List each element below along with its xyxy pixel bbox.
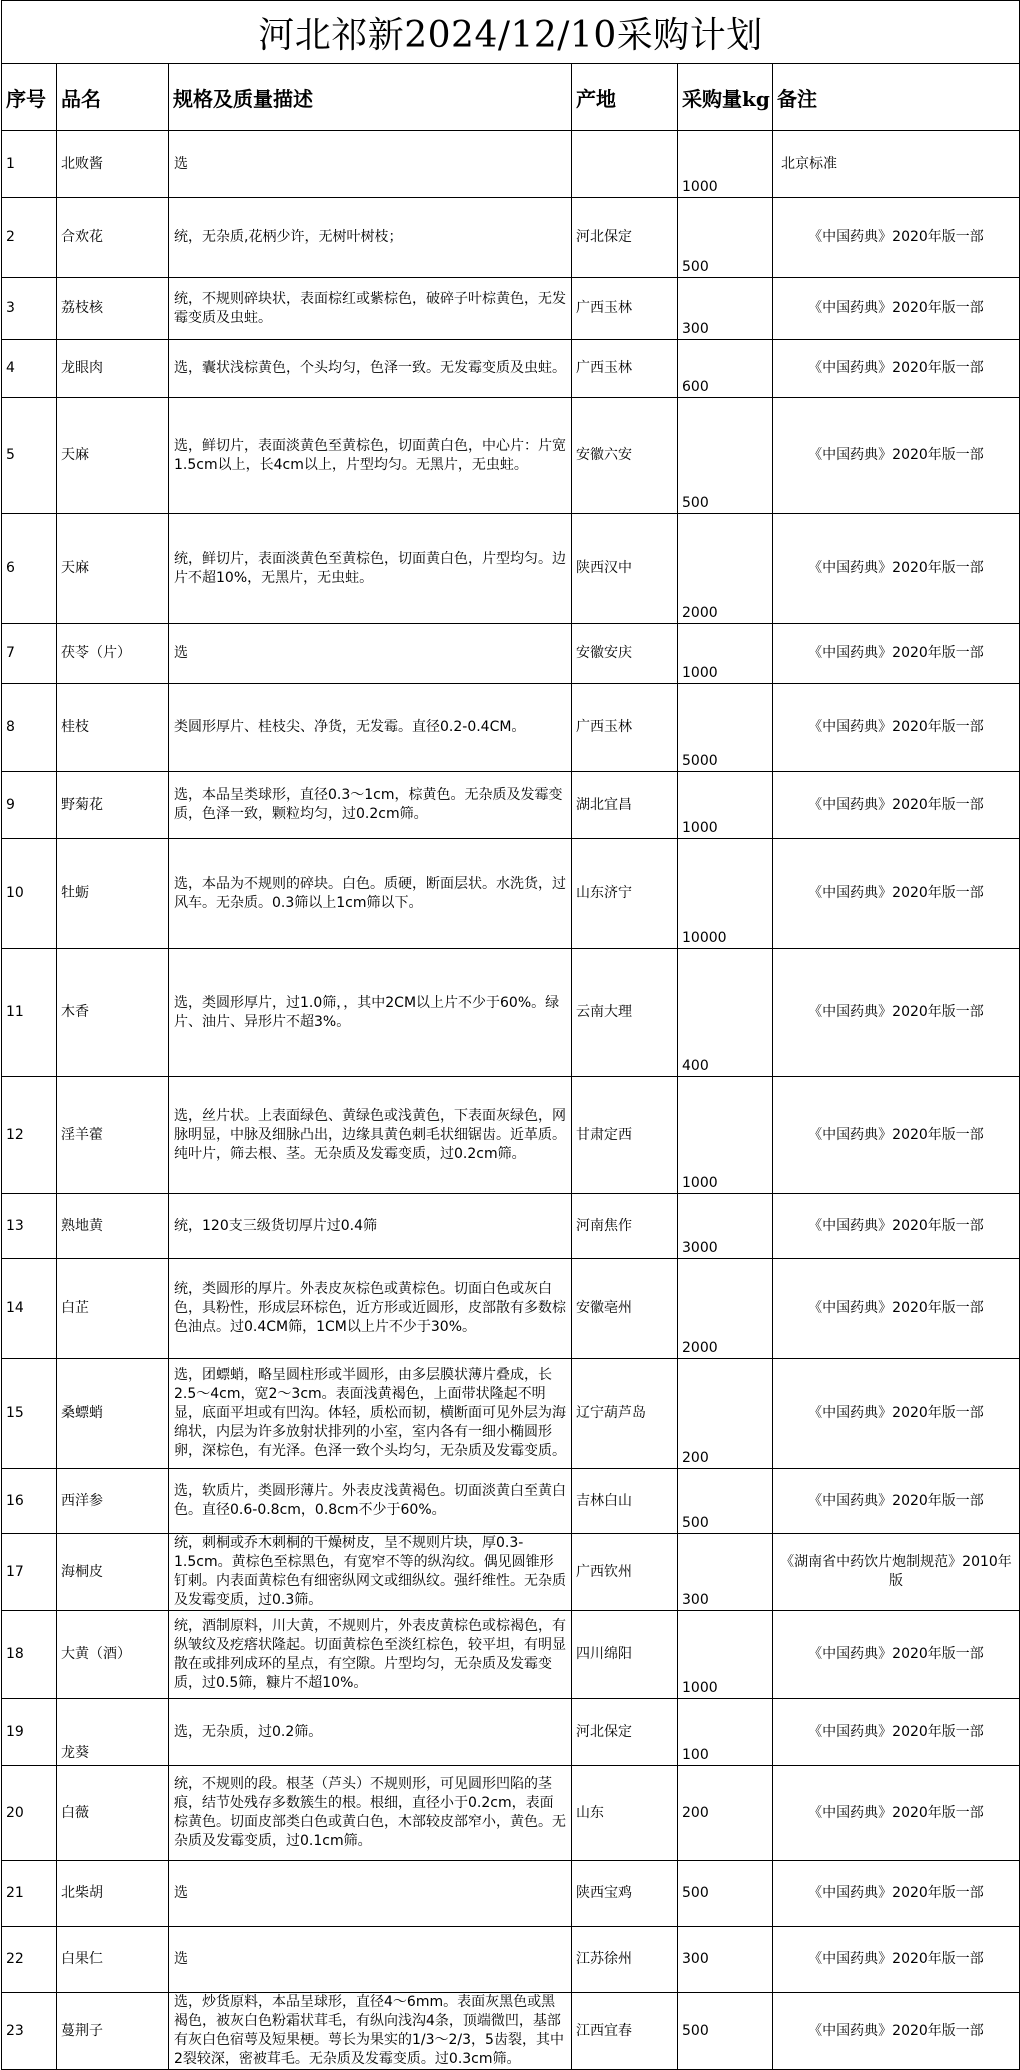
row-index: 17	[2, 1534, 57, 1611]
row-name: 西洋参	[57, 1469, 169, 1534]
row-qty: 400	[678, 949, 773, 1077]
row-name: 白果仁	[57, 1927, 169, 1993]
row-name: 淫羊藿	[57, 1077, 169, 1194]
row-index: 18	[2, 1611, 57, 1699]
row-origin: 山东	[572, 1766, 678, 1861]
row-origin: 安徽六安	[572, 398, 678, 514]
row-origin: 吉林白山	[572, 1469, 678, 1534]
row-qty: 500	[678, 398, 773, 514]
row-origin: 山东济宁	[572, 839, 678, 949]
row-index: 10	[2, 839, 57, 949]
row-spec: 选，无杂质，过0.2筛。	[169, 1699, 572, 1766]
row-index: 15	[2, 1359, 57, 1469]
row-origin: 江苏徐州	[572, 1927, 678, 1993]
row-origin: 河北保定	[572, 1699, 678, 1766]
row-name: 荔枝核	[57, 278, 169, 340]
header-row	[2, 64, 1020, 131]
row-qty: 1000	[678, 1077, 773, 1194]
row-origin: 四川绵阳	[572, 1611, 678, 1699]
row-spec: 选	[169, 624, 572, 684]
table-row	[2, 278, 1020, 340]
row-note: 《中国药典》2020年版一部	[773, 839, 1020, 949]
row-origin: 云南大理	[572, 949, 678, 1077]
row-qty: 2000	[678, 514, 773, 624]
row-note: 《中国药典》2020年版一部	[773, 1469, 1020, 1534]
row-qty: 100	[678, 1699, 773, 1766]
row-index: 23	[2, 1993, 57, 2070]
row-index: 14	[2, 1259, 57, 1359]
table-row	[2, 1993, 1020, 2070]
row-spec: 统，不规则的段。根茎（芦头）不规则形，可见圆形凹陷的茎痕，结节处残存多数簇生的根。根细，直径小于0.2cm，表面棕黄色。切面皮部类白色或黄白色，木部较皮部窄小，黄色。无杂质及发霉变质，过0.1cm筛。	[169, 1766, 572, 1861]
table-row	[2, 684, 1020, 772]
row-spec: 统，无杂质,花柄少许，无树叶树枝；	[169, 198, 572, 278]
row-qty: 300	[678, 1534, 773, 1611]
table-row	[2, 514, 1020, 624]
row-name: 茯苓（片）	[57, 624, 169, 684]
table-row	[2, 1927, 1020, 1993]
row-qty: 500	[678, 1993, 773, 2070]
row-index: 16	[2, 1469, 57, 1534]
row-note: 《中国药典》2020年版一部	[773, 514, 1020, 624]
table-row	[2, 1077, 1020, 1194]
row-name: 北败酱	[57, 131, 169, 198]
row-spec: 选	[169, 1927, 572, 1993]
row-spec: 选，囊状浅棕黄色，个头均匀，色泽一致。无发霉变质及虫蛀。	[169, 340, 572, 398]
row-note: 《中国药典》2020年版一部	[773, 772, 1020, 839]
row-origin: 广西玉林	[572, 684, 678, 772]
header-qty: 采购量kg	[678, 64, 773, 131]
row-spec: 统，酒制原料，川大黄，不规则片，外表皮黄棕色或棕褐色，有纵皱纹及疙瘩状隆起。切面黄棕色至淡红棕色，较平坦，有明显散在或排列成环的星点，有空隙。片型均匀，无杂质及发霉变质，过0.5筛，糠片不超10%。	[169, 1611, 572, 1699]
row-qty: 500	[678, 198, 773, 278]
row-origin: 广西钦州	[572, 1534, 678, 1611]
table-row	[2, 1766, 1020, 1861]
header-note: 备注	[773, 64, 1020, 131]
row-origin: 陕西汉中	[572, 514, 678, 624]
row-spec: 选，鲜切片，表面淡黄色至黄棕色，切面黄白色，中心片：片宽1.5cm以上，长4cm以上，片型均匀。无黑片，无虫蛀。	[169, 398, 572, 514]
row-qty: 300	[678, 1927, 773, 1993]
table-row	[2, 198, 1020, 278]
row-qty: 5000	[678, 684, 773, 772]
row-spec: 选	[169, 1861, 572, 1927]
row-note: 《中国药典》2020年版一部	[773, 1927, 1020, 1993]
row-index: 3	[2, 278, 57, 340]
row-qty: 500	[678, 1469, 773, 1534]
row-index: 7	[2, 624, 57, 684]
row-note: 《湖南省中药饮片炮制规范》2010年版	[773, 1534, 1020, 1611]
row-name: 牡蛎	[57, 839, 169, 949]
row-index: 9	[2, 772, 57, 839]
row-name: 木香	[57, 949, 169, 1077]
row-name: 野菊花	[57, 772, 169, 839]
row-qty: 500	[678, 1861, 773, 1927]
row-index: 21	[2, 1861, 57, 1927]
row-origin: 湖北宜昌	[572, 772, 678, 839]
table-row	[2, 1861, 1020, 1927]
row-name: 熟地黄	[57, 1194, 169, 1259]
row-name: 白薇	[57, 1766, 169, 1861]
row-qty: 1000	[678, 1611, 773, 1699]
table-row	[2, 1194, 1020, 1259]
row-note: 《中国药典》2020年版一部	[773, 1993, 1020, 2070]
row-qty: 10000	[678, 839, 773, 949]
row-note: 北京标准	[773, 131, 1020, 198]
row-origin: 江西宜春	[572, 1993, 678, 2070]
row-index: 1	[2, 131, 57, 198]
row-origin: 辽宁葫芦岛	[572, 1359, 678, 1469]
row-spec: 统，类圆形的厚片。外表皮灰棕色或黄棕色。切面白色或灰白色，具粉性，形成层环棕色，近方形或近圆形，皮部散有多数棕色油点。过0.4CM筛，1CM以上片不少于30%。	[169, 1259, 572, 1359]
row-name: 桂枝	[57, 684, 169, 772]
page-title: 河北祁新2024/12/10采购计划	[2, 1, 1020, 64]
row-name: 北柴胡	[57, 1861, 169, 1927]
row-qty: 1000	[678, 624, 773, 684]
row-index: 20	[2, 1766, 57, 1861]
row-name: 合欢花	[57, 198, 169, 278]
header-idx: 序号	[2, 64, 57, 131]
row-qty: 1000	[678, 772, 773, 839]
row-note: 《中国药典》2020年版一部	[773, 340, 1020, 398]
row-spec: 选，团螵蛸，略呈圆柱形或半圆形，由多层膜状薄片叠成，长2.5～4cm，宽2～3cm。表面浅黄褐色，上面带状隆起不明显，底面平坦或有凹沟。体轻，质松而韧，横断面可见外层为海绵状，内层为许多放射状排列的小室，室内各有一细小椭圆形卵，深棕色，有光泽。色泽一致个头均匀，无杂质及发霉变质。	[169, 1359, 572, 1469]
row-name: 龙葵	[57, 1699, 169, 1766]
table-row	[2, 1611, 1020, 1699]
row-note: 《中国药典》2020年版一部	[773, 684, 1020, 772]
row-origin: 陕西宝鸡	[572, 1861, 678, 1927]
row-name: 龙眼肉	[57, 340, 169, 398]
row-origin: 广西玉林	[572, 340, 678, 398]
table-row	[2, 1699, 1020, 1766]
row-name: 桑螵蛸	[57, 1359, 169, 1469]
row-index: 4	[2, 340, 57, 398]
row-index: 8	[2, 684, 57, 772]
row-spec: 选，软质片，类圆形薄片。外表皮浅黄褐色。切面淡黄白至黄白色。直径0.6-0.8cm，0.8cm不少于60%。	[169, 1469, 572, 1534]
row-qty: 2000	[678, 1259, 773, 1359]
table-row	[2, 1469, 1020, 1534]
row-note: 《中国药典》2020年版一部	[773, 1077, 1020, 1194]
row-spec: 统，鲜切片，表面淡黄色至黄棕色，切面黄白色，片型均匀。边片不超10%，无黑片，无虫蛀。	[169, 514, 572, 624]
row-index: 5	[2, 398, 57, 514]
header-origin: 产地	[572, 64, 678, 131]
row-note: 《中国药典》2020年版一部	[773, 278, 1020, 340]
header-spec: 规格及质量描述	[169, 64, 572, 131]
purchase-plan-table	[1, 0, 1020, 2070]
row-spec: 选，炒货原料，本品呈球形，直径4～6mm。表面灰黑色或黑褐色，被灰白色粉霜状茸毛，有纵向浅沟4条，顶端微凹，基部有灰白色宿萼及短果梗。萼长为果实的1/3～2/3，5齿裂，其中2裂较深，密被茸毛。无杂质及发霉变质。过0.3cm筛。	[169, 1993, 572, 2070]
row-index: 19	[2, 1699, 57, 1766]
table-row	[2, 131, 1020, 198]
row-qty: 200	[678, 1766, 773, 1861]
row-qty: 600	[678, 340, 773, 398]
table-row	[2, 1359, 1020, 1469]
row-note: 《中国药典》2020年版一部	[773, 624, 1020, 684]
row-spec: 选，本品呈类球形，直径0.3～1cm，棕黄色。无杂质及发霉变质，色泽一致，颗粒均匀，过0.2cm筛。	[169, 772, 572, 839]
row-index: 22	[2, 1927, 57, 1993]
row-origin: 安徽安庆	[572, 624, 678, 684]
row-spec: 统，不规则碎块状，表面棕红或紫棕色，破碎子叶棕黄色，无发霉变质及虫蛀。	[169, 278, 572, 340]
table-row	[2, 398, 1020, 514]
row-index: 11	[2, 949, 57, 1077]
row-origin: 河南焦作	[572, 1194, 678, 1259]
row-spec: 选，丝片状。上表面绿色、黄绿色或浅黄色，下表面灰绿色，网脉明显，中脉及细脉凸出，边缘具黄色刺毛状细锯齿。近革质。纯叶片，筛去根、茎。无杂质及发霉变质，过0.2cm筛。	[169, 1077, 572, 1194]
row-note: 《中国药典》2020年版一部	[773, 1194, 1020, 1259]
table-row	[2, 949, 1020, 1077]
table-row	[2, 1534, 1020, 1611]
row-name: 天麻	[57, 514, 169, 624]
table-row	[2, 1259, 1020, 1359]
table-row	[2, 839, 1020, 949]
row-name: 大黄（酒）	[57, 1611, 169, 1699]
row-name: 蔓荆子	[57, 1993, 169, 2070]
row-index: 13	[2, 1194, 57, 1259]
row-note: 《中国药典》2020年版一部	[773, 1699, 1020, 1766]
row-spec: 选	[169, 131, 572, 198]
row-note: 《中国药典》2020年版一部	[773, 1611, 1020, 1699]
row-qty: 1000	[678, 131, 773, 198]
row-origin: 广西玉林	[572, 278, 678, 340]
row-index: 12	[2, 1077, 57, 1194]
row-qty: 3000	[678, 1194, 773, 1259]
row-origin: 河北保定	[572, 198, 678, 278]
row-spec: 类圆形厚片、桂枝尖、净货，无发霉。直径0.2-0.4CM。	[169, 684, 572, 772]
row-spec: 选，类圆形厚片，过1.0筛，，其中2CM以上片不少于60%。绿片、油片、异形片不超3%。	[169, 949, 572, 1077]
row-qty: 300	[678, 278, 773, 340]
row-note: 《中国药典》2020年版一部	[773, 1259, 1020, 1359]
row-note: 《中国药典》2020年版一部	[773, 1766, 1020, 1861]
row-note: 《中国药典》2020年版一部	[773, 398, 1020, 514]
row-index: 2	[2, 198, 57, 278]
header-name: 品名	[57, 64, 169, 131]
row-note: 《中国药典》2020年版一部	[773, 198, 1020, 278]
row-spec: 统，刺桐或乔木刺桐的干燥树皮，呈不规则片块，厚0.3-1.5cm。黄棕色至棕黑色，有宽窄不等的纵沟纹。偶见圆锥形钉刺。内表面黄棕色有细密纵网文或细纵纹。强纤维性。无杂质及发霉变质，过0.3筛。	[169, 1534, 572, 1611]
row-origin: 甘肃定西	[572, 1077, 678, 1194]
row-name: 海桐皮	[57, 1534, 169, 1611]
row-qty: 200	[678, 1359, 773, 1469]
row-spec: 选，本品为不规则的碎块。白色。质硬，断面层状。水洗货，过风车。无杂质。0.3筛以上1cm筛以下。	[169, 839, 572, 949]
row-origin	[572, 131, 678, 198]
row-spec: 统，120支三级货切厚片过0.4筛	[169, 1194, 572, 1259]
table-row	[2, 340, 1020, 398]
row-index: 6	[2, 514, 57, 624]
row-note: 《中国药典》2020年版一部	[773, 1861, 1020, 1927]
row-note: 《中国药典》2020年版一部	[773, 1359, 1020, 1469]
row-name: 天麻	[57, 398, 169, 514]
row-origin: 安徽亳州	[572, 1259, 678, 1359]
table-row	[2, 624, 1020, 684]
row-note: 《中国药典》2020年版一部	[773, 949, 1020, 1077]
table-row	[2, 772, 1020, 839]
row-name: 白芷	[57, 1259, 169, 1359]
